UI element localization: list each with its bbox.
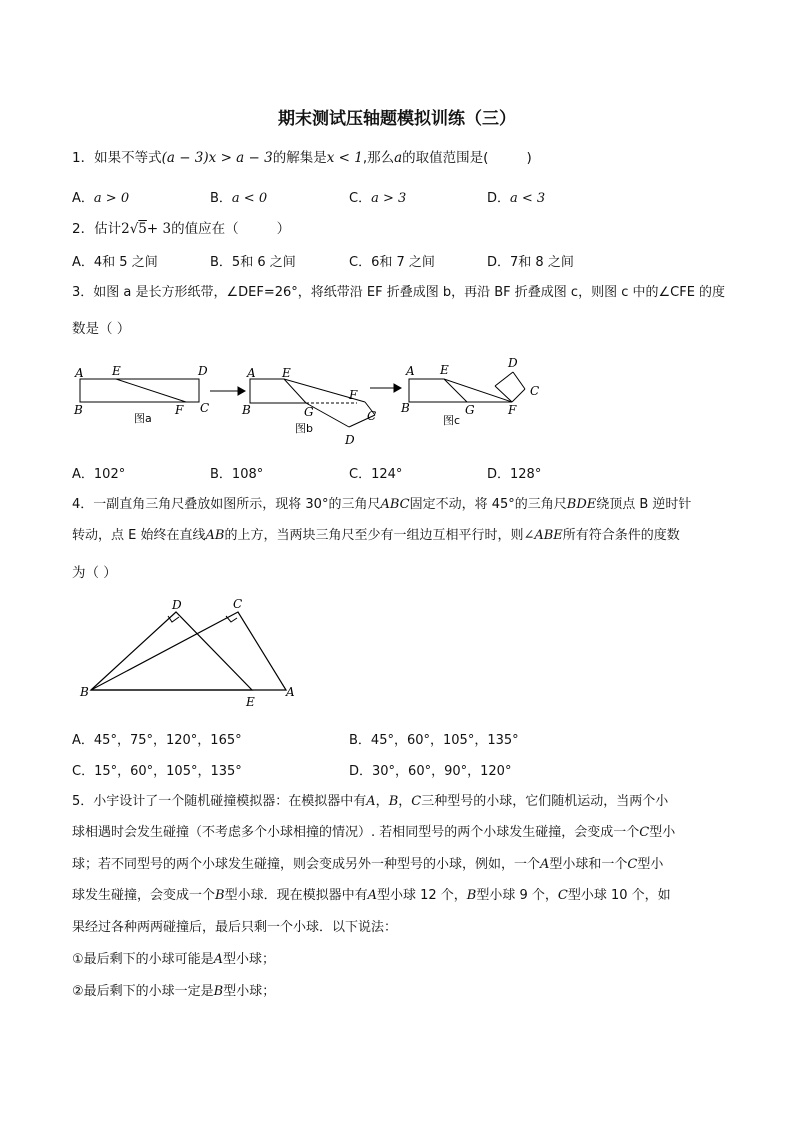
arrow-right-icon — [210, 387, 245, 395]
figure-b — [250, 379, 375, 427]
q2-option-c: C．6和 7 之间 — [349, 255, 435, 270]
fig-a-caption: 图a — [134, 412, 152, 425]
q1-variable: a — [394, 150, 403, 166]
arrow-right-icon — [370, 384, 401, 392]
q2-addend: + 3 — [146, 221, 172, 237]
q4-option-d: D．30°，60°，90°，120° — [349, 764, 512, 779]
fig-b-label-f: F — [349, 388, 358, 402]
q1-solution-set: x < 1 — [326, 150, 363, 166]
q1-option-b: B．a < 0 — [210, 191, 268, 206]
q1-option-a: A．a > 0 — [72, 191, 130, 206]
question-5-line-4: 球发生碰撞，会变成一个B型小球．现在模拟器中有A型小球 12 个，B型小球 9 个，C型小球 10 个，如 — [72, 888, 671, 903]
q4-label-c: C — [233, 597, 243, 611]
q4-label-a: A — [286, 685, 295, 699]
fig-b-label-g: G — [304, 405, 314, 419]
question-1 — [72, 148, 532, 168]
question-5-line-2: 球相遇时会发生碰撞（不考虑多个小球相撞的情况）. 若相同型号的两个小球发生碰撞，会变成一个C型小 — [72, 825, 676, 840]
fig-a-label-d: D — [198, 364, 208, 378]
fig-c-label-b: B — [401, 401, 410, 415]
fig-b-caption: 图b — [295, 422, 313, 435]
fig-b-label-e: E — [282, 366, 291, 380]
q3-option-d: D．128° — [487, 467, 542, 482]
q1-option-d: D．a < 3 — [487, 191, 546, 206]
fig-a-label-b: B — [74, 403, 83, 417]
question-2 — [72, 219, 290, 239]
q4-label-b: B — [80, 685, 89, 699]
q1-inequality: (a − 3)x > a − 3 — [161, 150, 273, 166]
fig-a-label-a: A — [75, 366, 84, 380]
q2-coefficient: 2 — [121, 221, 130, 237]
q1-text: 如果不等式 — [94, 150, 162, 166]
question-5-line-5: 果经过各种两两碰撞后，最后只剩一个小球．以下说法： — [72, 920, 398, 935]
fig-a-label-c: C — [200, 401, 210, 415]
q4-label-d: D — [172, 598, 182, 612]
fig-c-label-d: D — [508, 356, 518, 370]
question-3-line-2: 数是（ ） — [72, 321, 131, 337]
fig-a-label-f: F — [175, 403, 184, 417]
q1-text: 的取值范围是( — [402, 150, 489, 166]
fig-b-label-a: A — [247, 366, 256, 380]
fig-b-label-d: D — [345, 433, 355, 447]
question-4-line-3: 为（ ） — [72, 565, 117, 581]
q2-bracket: ） — [276, 221, 291, 237]
q1-number: 1． — [72, 150, 95, 166]
question-4-line-1: 4．一副直角三角尺叠放如图所示，现将 30°的三角尺ABC固定不动，将 45°的三角尺BDE绕顶点 B 逆时针 — [72, 497, 692, 512]
triangle-bde — [91, 612, 252, 690]
fig-a-label-e: E — [112, 364, 121, 378]
question-5-statement-2: ②最后剩下的小球一定是B型小球； — [72, 984, 276, 999]
fig-c-label-f: F — [508, 403, 517, 417]
fig-c-caption: 图c — [443, 414, 461, 427]
q3-folding-figure — [70, 352, 570, 452]
q1-text: ,那么 — [362, 150, 395, 166]
question-3-line-1: 3．如图 a 是长方形纸带，∠DEF=26°，将纸带沿 EF 折叠成图 b，再沿 BF 折叠成图 c，则图 c 中的∠CFE 的度 — [72, 285, 726, 300]
q1-bracket: ) — [526, 150, 532, 166]
q1-option-c: C．a > 3 — [349, 191, 407, 206]
fig-c-label-a: A — [406, 364, 415, 378]
question-5-line-3: 球；若不同型号的两个小球发生碰撞，则会变成另外一种型号的小球，例如，一个A型小球和一个C型小 — [72, 857, 664, 872]
fig-c-label-c: C — [530, 384, 540, 398]
q3-option-a: A．102° — [72, 467, 126, 482]
page-title: 期末测试压轴题模拟训练（三） — [278, 109, 516, 129]
figure-c — [409, 372, 525, 402]
q3-option-b: B．108° — [210, 467, 264, 482]
q2-number: 2． — [72, 221, 95, 237]
q4-triangle-figure — [76, 592, 306, 714]
q4-option-c: C．15°，60°，105°，135° — [72, 764, 242, 779]
q2-option-a: A．4和 5 之间 — [72, 255, 158, 270]
q4-label-e: E — [246, 695, 255, 709]
q2-text: 的值应在（ — [171, 221, 239, 237]
question-4-line-2: 转动，点 E 始终在直线AB的上方，当两块三角尺至少有一组边互相平行时，则∠ABE所有符合条件的度数 — [72, 528, 680, 543]
figure-a — [80, 379, 199, 402]
q2-option-b: B．5和 6 之间 — [210, 255, 296, 270]
triangle-abc — [91, 612, 286, 690]
fig-b-label-b: B — [242, 403, 251, 417]
fig-c-label-g: G — [465, 403, 475, 417]
q2-radical: √5 — [129, 221, 147, 237]
q2-text: 估计 — [94, 221, 122, 237]
fig-b-label-c: C — [367, 409, 377, 423]
q2-option-d: D．7和 8 之间 — [487, 255, 574, 270]
q4-option-b: B．45°，60°，105°，135° — [349, 733, 519, 748]
question-5-line-1: 5．小宇设计了一个随机碰撞模拟器：在模拟器中有A，B，C三种型号的小球，它们随机运动，当两个小 — [72, 794, 669, 809]
question-5-statement-1: ①最后剩下的小球可能是A型小球； — [72, 952, 276, 967]
fig-c-label-e: E — [440, 363, 449, 377]
q4-option-a: A．45°，75°，120°，165° — [72, 733, 242, 748]
q1-text: 的解集是 — [272, 150, 327, 166]
q3-option-c: C．124° — [349, 467, 403, 482]
